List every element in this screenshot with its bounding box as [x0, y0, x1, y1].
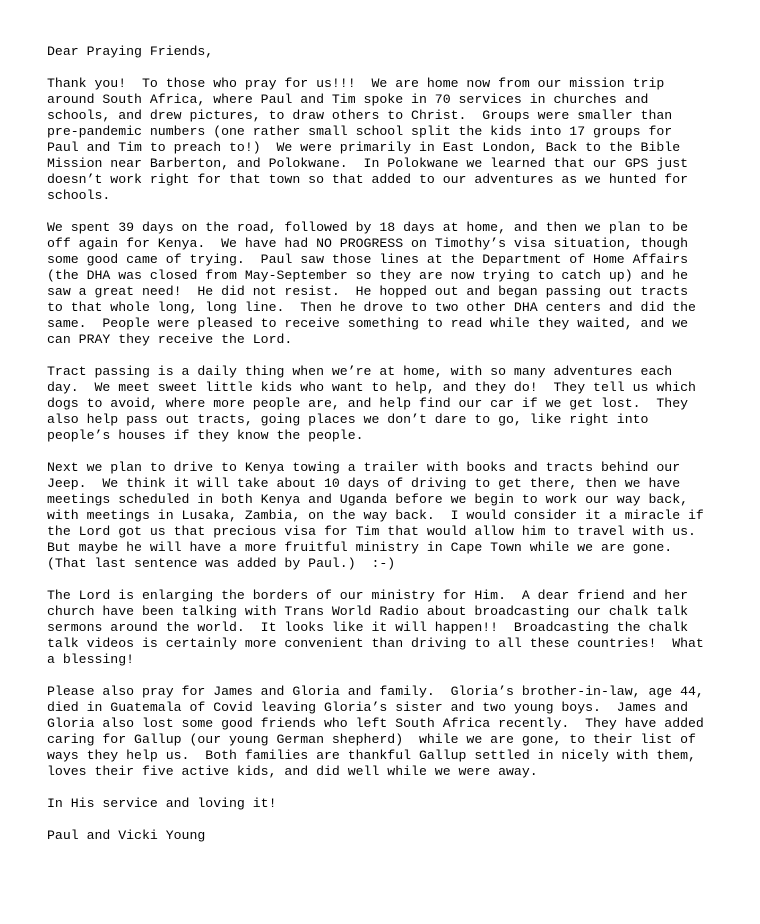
paragraph-5: [47, 588, 747, 668]
paragraph-line: caring for Gallup (our young German shepherd) while we are gone, to their list of: [47, 732, 696, 747]
paragraph-line: (That last sentence was added by Paul.) :-): [47, 556, 396, 571]
paragraph-gap: [47, 60, 747, 76]
paragraph-line: The Lord is enlarging the borders of our ministry for Him. A dear friend and her: [47, 588, 689, 603]
paragraph-line: same. People were pleased to receive something to read while they waited, and we: [47, 316, 689, 331]
signature: Paul and Vicki Young: [47, 828, 206, 843]
paragraph-line: We spent 39 days on the road, followed by 18 days at home, and then we plan to be: [47, 220, 689, 235]
paragraph-line: people’s houses if they know the people.: [47, 428, 364, 443]
paragraph-line: Tract passing is a daily thing when we’re at home, with so many adventures each: [47, 364, 673, 379]
paragraph-gap: [47, 204, 747, 220]
paragraph-gap: [47, 444, 747, 460]
paragraph-line: a blessing!: [47, 652, 135, 667]
paragraph-line: to that whole long, long line. Then he drove to two other DHA centers and did the: [47, 300, 696, 315]
paragraph-6: [47, 684, 747, 780]
paragraph-line: also help pass out tracts, going places we don’t dare to go, like right into: [47, 412, 649, 427]
greeting: Dear Praying Friends,: [47, 44, 214, 59]
paragraph-line: church have been talking with Trans World Radio about broadcasting our chalk talk: [47, 604, 689, 619]
paragraph-line: talk videos is certainly more convenient than driving to all these countries! What: [47, 636, 704, 651]
paragraph-line: sermons around the world. It looks like it will happen!! Broadcasting the chalk: [47, 620, 689, 635]
paragraph-line: doesn’t work right for that town so that added to our adventures as we hunted for: [47, 172, 689, 187]
paragraph-line: some good came of trying. Paul saw those lines at the Department of Home Affairs: [47, 252, 689, 267]
paragraph-line: day. We meet sweet little kids who want to help, and they do! They tell us which: [47, 380, 696, 395]
paragraph-line: schools, and drew pictures, to draw others to Christ. Groups were smaller than: [47, 108, 673, 123]
paragraph-line: Please also pray for James and Gloria and family. Gloria’s brother-in-law, age 44,: [47, 684, 704, 699]
paragraph-line: with meetings in Lusaka, Zambia, on the way back. I would consider it a miracle if: [47, 508, 704, 523]
paragraph-gap: [47, 812, 747, 828]
closing: In His service and loving it!: [47, 796, 277, 811]
paragraph-gap: [47, 780, 747, 796]
paragraph-line: dogs to avoid, where more people are, and help find our car if we get lost. They: [47, 396, 689, 411]
paragraph-line: ways they help us. Both families are thankful Gallup settled in nicely with them,: [47, 748, 696, 763]
paragraph-line: loves their five active kids, and did well while we were away.: [47, 764, 538, 779]
paragraph-line: Gloria also lost some good friends who left South Africa recently. They have added: [47, 716, 704, 731]
paragraph-line: Mission near Barberton, and Polokwane. In Polokwane we learned that our GPS just: [47, 156, 689, 171]
paragraph-line: the Lord got us that precious visa for Tim that would allow him to travel with us.: [47, 524, 696, 539]
paragraph-line: meetings scheduled in both Kenya and Uganda before we begin to work our way back,: [47, 492, 689, 507]
paragraph-2: [47, 220, 747, 348]
paragraph-line: off again for Kenya. We have had NO PROGRESS on Timothy’s visa situation, though: [47, 236, 689, 251]
paragraph-3: [47, 364, 747, 444]
paragraph-line: around South Africa, where Paul and Tim spoke in 70 services in churches and: [47, 92, 649, 107]
paragraph-4: [47, 460, 747, 572]
paragraph-line: pre-pandemic numbers (one rather small school split the kids into 17 groups for: [47, 124, 673, 139]
paragraph-line: schools.: [47, 188, 111, 203]
paragraph-line: Paul and Tim to preach to!) We were primarily in East London, Back to the Bible: [47, 140, 681, 155]
paragraph-gap: [47, 348, 747, 364]
paragraph-line: died in Guatemala of Covid leaving Gloria’s sister and two young boys. James and: [47, 700, 689, 715]
paragraph-line: (the DHA was closed from May-September so they are now trying to catch up) and he: [47, 268, 689, 283]
letter-body: [47, 44, 747, 844]
paragraph-line: Thank you! To those who pray for us!!! We are home now from our mission trip: [47, 76, 665, 91]
paragraph-line: can PRAY they receive the Lord.: [47, 332, 293, 347]
paragraph-gap: [47, 668, 747, 684]
paragraph-line: Jeep. We think it will take about 10 days of driving to get there, then we have: [47, 476, 681, 491]
paragraph-1: [47, 76, 747, 204]
paragraph-line: Next we plan to drive to Kenya towing a trailer with books and tracts behind our: [47, 460, 681, 475]
paragraph-gap: [47, 572, 747, 588]
paragraph-line: But maybe he will have a more fruitful ministry in Cape Town while we are gone.: [47, 540, 673, 555]
paragraph-line: saw a great need! He did not resist. He hopped out and began passing out tracts: [47, 284, 689, 299]
